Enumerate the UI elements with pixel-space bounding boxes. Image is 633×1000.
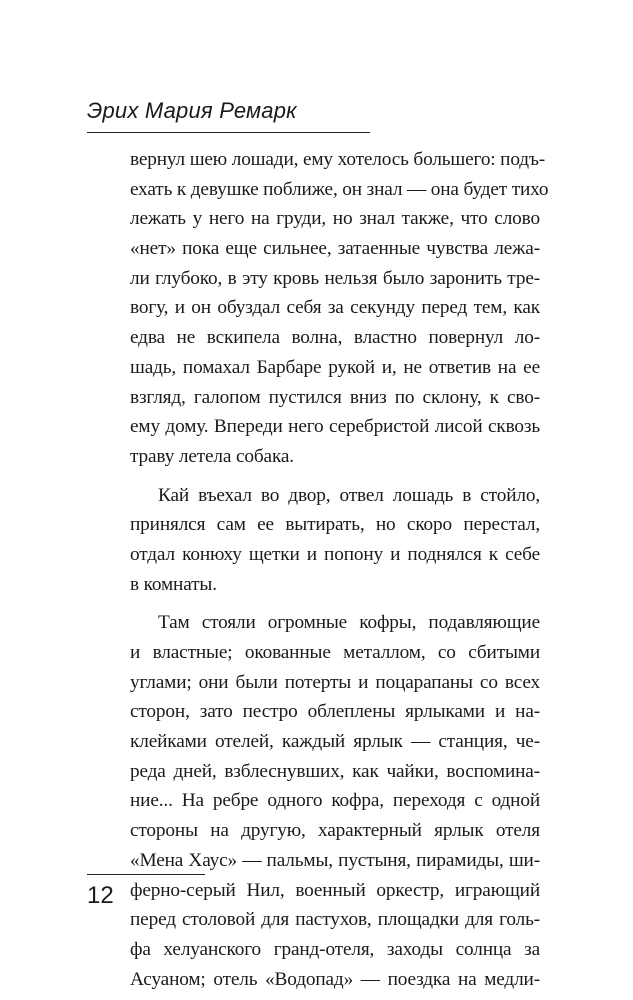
paragraph [130, 481, 540, 600]
text-line: сторон, зато пестро облеплены ярлыками и на- [130, 701, 540, 723]
paragraph [130, 145, 549, 472]
text-line: Асуаном; отель «Водопад» — поездка на медли- [130, 968, 540, 990]
text-line: ехать к девушке поближе, он знал — она будет тихо [130, 178, 549, 200]
text-line: принялся сам ее вытирать, но скоро перестал, [130, 514, 540, 536]
text-line: клейками отелей, каждый ярлык — станция, че- [130, 731, 540, 753]
text-line: Там стояли огромные кофры, подавляющие [158, 612, 540, 634]
text-line: шадь, помахал Барбаре рукой и, не ответив на ее [130, 356, 540, 378]
text-line: лежать у него на груди, но знал также, что слово [130, 208, 540, 230]
text-line: стороны на другую, характерный ярлык отеля [130, 820, 540, 842]
text-line: отдал конюху щетки и попону и поднялся к себе [130, 543, 540, 565]
text-line: реда дней, взблеснувших, как чайки, воспомина- [130, 760, 540, 782]
text-line: ние... На ребре одного кофра, переходя с одной [130, 790, 540, 812]
text-line: вернул шею лошади, ему хотелось большего: подъ- [130, 149, 546, 170]
text-line: Кай въехал во двор, отвел лошадь в стойло, [158, 484, 540, 506]
text-line: взгляд, галопом пустился вниз по склону, к сво- [130, 386, 540, 408]
text-line: траву летела собака. [130, 445, 294, 467]
page-body-text [130, 145, 549, 994]
text-line: ли глубоко, в эту кровь нельзя было заронить тре- [130, 267, 540, 289]
text-line: «нет» пока еще сильнее, затаенные чувства лежа- [130, 238, 540, 260]
footer-divider [87, 874, 205, 875]
text-line: в комнаты. [130, 573, 217, 595]
text-line: «Мена Хаус» — пальмы, пустыня, пирамиды, ши- [130, 849, 540, 871]
running-head-title: Эрих Мария Ремарк [87, 98, 297, 123]
text-line: едва не вскипела волна, властно повернул ло- [130, 327, 540, 349]
text-line: фа хелуанского гранд-отеля, заходы солнца за [130, 938, 540, 960]
text-line: ему дому. Впереди него серебристой лисой сквозь [130, 416, 540, 438]
text-line: и властные; окованные металлом, со сбитыми [130, 642, 540, 663]
header-divider [87, 132, 370, 133]
page-number: 12 [87, 882, 114, 909]
text-line: вогу, и он обуздал себя за секунду перед тем, как [130, 297, 540, 319]
text-line: углами; они были потерты и поцарапаны со всех [130, 671, 540, 693]
paragraph [130, 608, 540, 994]
text-line: перед столовой для пастухов, площадки для голь- [130, 909, 540, 931]
text-line: ферно-серый Нил, военный оркестр, играющий [130, 879, 540, 901]
